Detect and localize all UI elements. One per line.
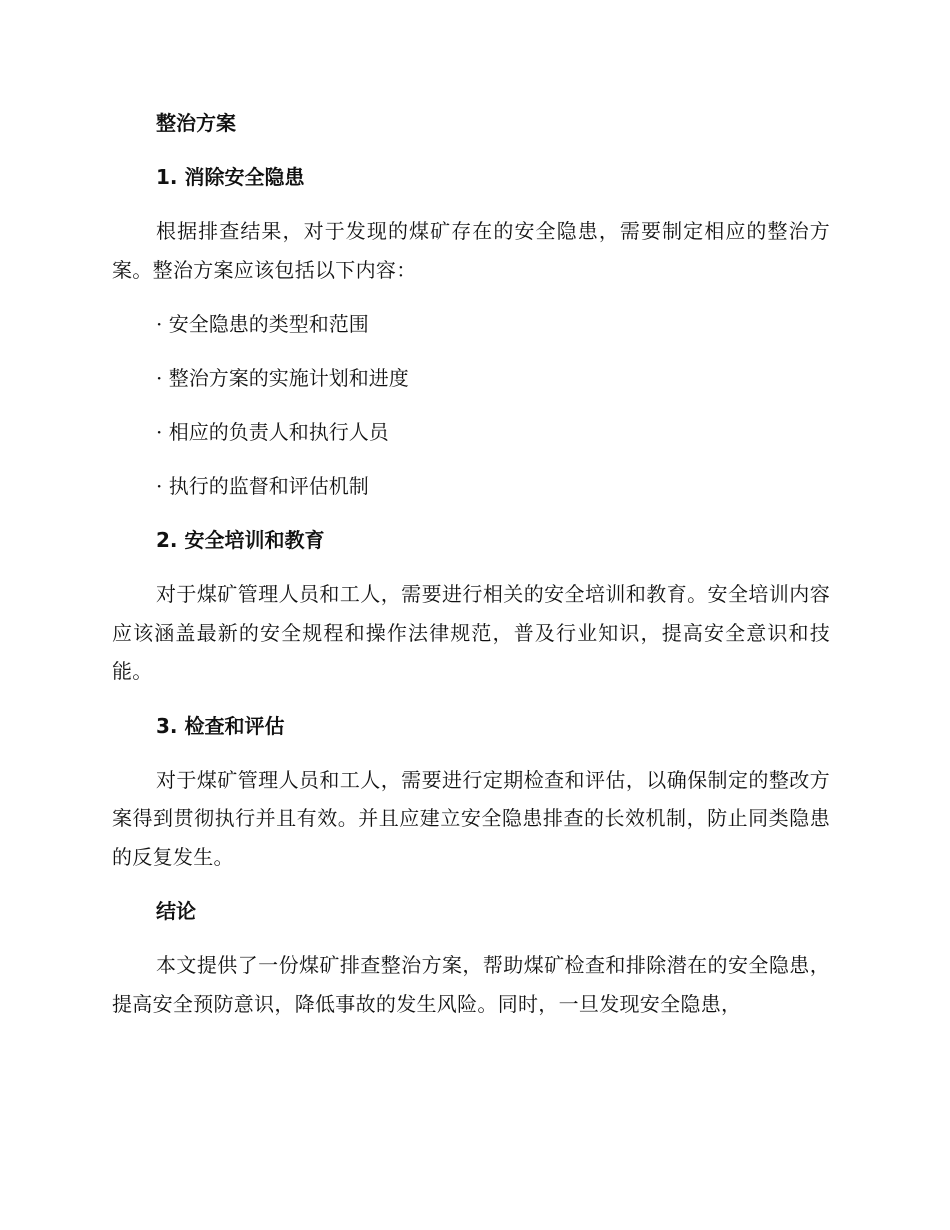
section-heading-3: 3. 检查和评估 xyxy=(156,713,285,738)
section-heading-1: 1. 消除安全隐患 xyxy=(156,165,305,189)
conclusion-paragraph: 本文提供了一份煤矿排查整治方案，帮助煤矿检查和排除潜在的安全隐患，提高安全预防意识，降低事故的发生风险。同时，一旦发现安全隐患， xyxy=(112,953,830,1016)
document-page xyxy=(112,104,830,1039)
bullet-item-3: · 相应的负责人和执行人员 xyxy=(156,420,389,444)
section-paragraph-2: 对于煤矿管理人员和工人，需要进行相关的安全培训和教育。安全培训内容应该涵盖最新的安全规程和操作法律规范，普及行业知识，提高安全意识和技能。 xyxy=(112,582,830,683)
bullet-item-2: · 整治方案的实施计划和进度 xyxy=(156,366,409,390)
section-paragraph-1: 根据排查结果，对于发现的煤矿存在的安全隐患，需要制定相应的整治方案。整治方案应该包括以下内容： xyxy=(112,219,830,282)
section-paragraph-3: 对于煤矿管理人员和工人，需要进行定期检查和评估，以确保制定的整改方案得到贯彻执行并且有效。并且应建立安全隐患排查的长效机制，防止同类隐患的反复发生。 xyxy=(112,767,830,869)
bullet-item-1: · 安全隐患的类型和范围 xyxy=(156,312,369,336)
conclusion-heading: 结论 xyxy=(156,899,196,923)
bullet-item-4: · 执行的监督和评估机制 xyxy=(156,474,369,498)
section-heading-2: 2. 安全培训和教育 xyxy=(156,528,325,552)
document-title: 整治方案 xyxy=(156,111,236,135)
